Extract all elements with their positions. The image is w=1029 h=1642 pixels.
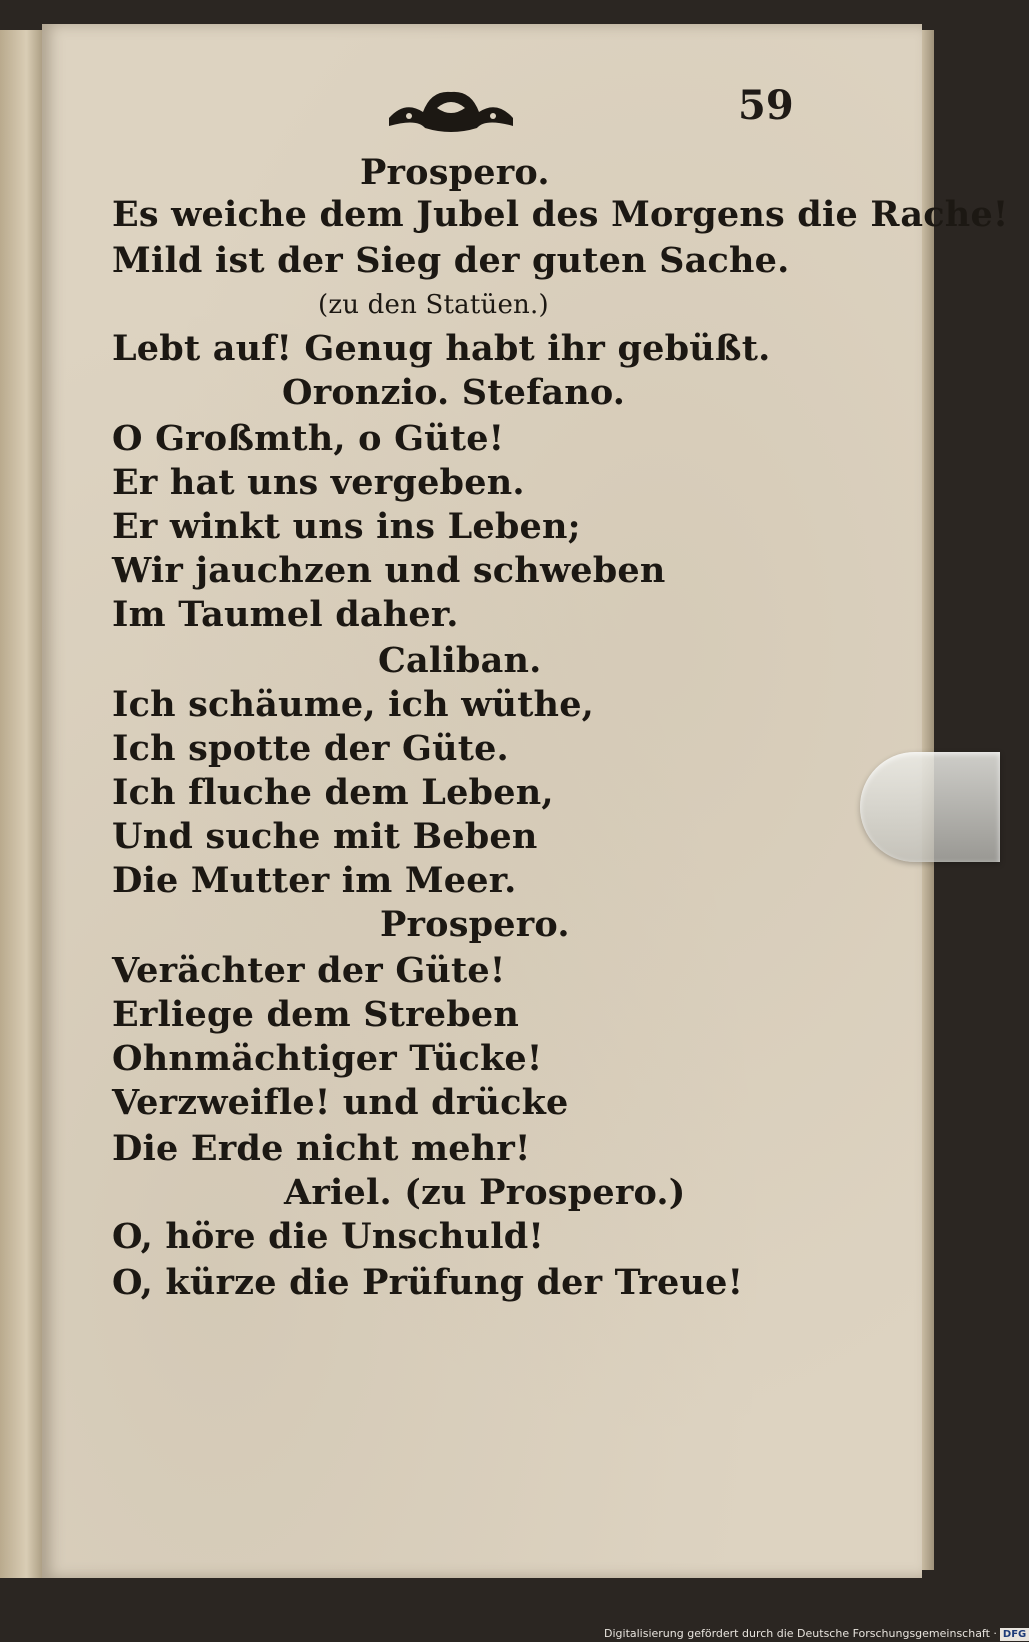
verse-line: Ich schäume, ich wüthe, [112, 684, 595, 725]
verse-line: Und suche mit Beben [112, 816, 538, 857]
verse-line: Die Mutter im Meer. [112, 860, 517, 901]
verse-line: Verzweifle! und drücke [112, 1082, 569, 1123]
verse-line: Er hat uns vergeben. [112, 462, 525, 503]
dfg-logo: DFG [1000, 1628, 1029, 1641]
printer-ornament-icon [385, 78, 517, 134]
verse-line: Ohnmächtiger Tücke! [112, 1038, 543, 1079]
verse-line: Ich spotte der Güte. [112, 728, 509, 769]
verse-line: Lebt auf! Genug habt ihr gebüßt. [112, 328, 771, 369]
verse-line: Die Erde nicht mehr! [112, 1128, 531, 1169]
speaker-name: Oronzio. Stefano. [282, 372, 626, 413]
verse-line: Mild ist der Sieg der guten Sache. [112, 240, 790, 281]
page-number: 59 [738, 82, 794, 129]
left-page-edge [0, 30, 44, 1578]
verse-line: Verächter der Güte! [112, 950, 506, 991]
speaker-name: Caliban. [378, 640, 542, 681]
verse-line: Wir jauchzen und schweben [112, 550, 666, 591]
verse-line: O Großmth, o Güte! [112, 418, 505, 459]
verse-line: Es weiche dem Jubel des Morgens die Rache! [112, 194, 1009, 235]
speaker-name: Ariel. (zu Prospero.) [284, 1172, 686, 1213]
speaker-name: Prospero. [380, 904, 570, 945]
speaker-name: Prospero. [360, 152, 550, 193]
verse-line: O, kürze die Prüfung der Treue! [112, 1262, 744, 1303]
verse-line: Ich fluche dem Leben, [112, 772, 554, 813]
stage-direction: (zu den Statüen.) [318, 290, 549, 320]
digitization-footer [604, 1625, 1027, 1642]
verse-line: Erliege dem Streben [112, 994, 520, 1035]
verse-line: Im Taumel daher. [112, 594, 459, 635]
verse-line: O, höre die Unschuld! [112, 1216, 544, 1257]
page-clip [860, 752, 1000, 862]
footer-credit: Digitalisierung gefördert durch die Deutsche Forschungsgemeinschaft · [604, 1627, 997, 1640]
verse-line: Er winkt uns ins Leben; [112, 506, 581, 547]
